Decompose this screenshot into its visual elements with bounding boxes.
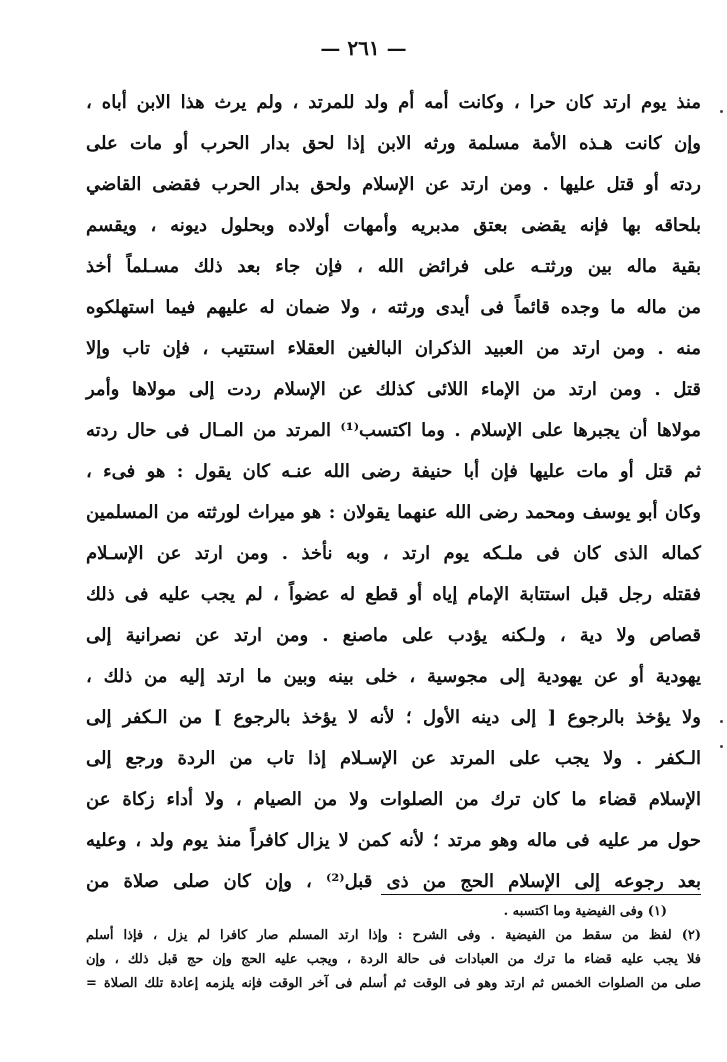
margin-mark	[720, 720, 723, 723]
text-line: بقية ماله بين ورثتـه على فرائض الله ، فإن جاء بعد ذلك مسـلماً أخذ	[86, 256, 701, 277]
text-line: حول مر عليه فى ماله وهو مرتد ؛ لأنه كمن لا يزال كافراً منذ يوم ولد ، وعليه	[86, 830, 701, 851]
footnotes	[86, 900, 701, 996]
text-line: من ماله ما وجده قائماً فى أيدى ورثته ، ولا ضمان له عليهم فيما استهلكوه	[86, 297, 701, 318]
text-line: بلحاقه بها فإنه يقضى بعتق مدبريه وأمهات أولاده وبحلول ديونه ، ويقسم	[86, 215, 701, 236]
margin-mark	[720, 110, 723, 113]
text-line: الـكفر . ولا يجب على المرتد عن الإسـلام إذا تاب من الردة ورجع إلى	[86, 748, 701, 769]
text-line: ردته أو قتل عليها . ومن ارتد عن الإسلام ولحق بدار الحرب فقضى القاضي	[86, 174, 701, 195]
text-line: منه . ومن ارتد من العبيد الذكران البالغين العقلاء استتيب ، فإن تاب وإلا	[86, 338, 701, 359]
main-text	[86, 82, 701, 902]
text-line: كماله الذى كان فى ملـكه يوم ارتد ، وبه نأخذ . ومن ارتد عن الإسـلام	[86, 543, 701, 564]
text-line: وإن كانت هـذه الأمة مسلمة ورثه الابن إذا لحق بدار الحرب أو مات على	[86, 133, 701, 154]
text-line: ولا يؤخذ بالرجوع [ إلى دينه الأول ؛ لأنه لا يؤخذ بالرجوع ] من الـكفر إلى	[86, 707, 701, 728]
text-line: منذ يوم ارتد كان حرا ، وكانت أمه أم ولد للمرتد ، ولم يرث هذا الابن أباه ،	[86, 92, 701, 113]
footnote-2-line: فلا يجب عليه قضاء ما ترك من العبادات فى حالة الردة ، ويجب عليه الحج وإن حج قبل ذلك ، وإن	[86, 952, 701, 967]
footnote-2-line: صلى من الصلوات الخمس ثم ارتد وهو فى الوقت ثم أسلم فى آخر الوقت فإنه يلزمه إعادة تلك الصلاة =	[86, 976, 701, 991]
text-line: قتل . ومن ارتد من الإماء اللائى كذلك عن الإسلام ردت إلى مولاها وأمر	[86, 379, 701, 400]
footnote-2-line: (٢) لفظ من سقط من الفيضية . وفى الشرح : وإذا ارتد المسلم صار كافرا لم يزل ، فإذا أسلم	[86, 928, 701, 943]
text-line: يهودية أو عن يهودية إلى مجوسية ، خلى بينه وبين ما ارتد إليه من ذلك ،	[86, 666, 701, 687]
margin-mark	[720, 745, 723, 748]
footnote-divider	[381, 894, 701, 895]
text-line: الإسلام قضاء ما كان ترك من الصلوات ولا من الصيام ، ولا أداء زكاة عن	[86, 789, 701, 810]
page-number: — ٢٦١ —	[320, 36, 407, 60]
text-line: ثم قتل أو مات عليها فإن أبا حنيفة رضى الله عنـه كان يقول : هو فىء ،	[86, 461, 701, 482]
footnote-1: (١) وفى الفيضية وما اكتسبه .	[503, 904, 667, 919]
text-line: قصاص ولا دية ، ولـكنه يؤدب على ماصنع . ومن ارتد عن نصرانية إلى	[86, 625, 701, 646]
text-line: بعد رجوعه إلى الإسلام الحج من ذى قبل⁽²⁾ ، وإن كان صلى صلاة من	[86, 871, 701, 892]
text-line: فقتله رجل قبل استتابة الإمام إياه أو قطع له عضواً ، لم يجب عليه فى ذلك	[86, 584, 701, 605]
text-line: وكان أبو يوسف ومحمد رضى الله عنهما يقولان : هو ميراث لورثته من المسلمين	[86, 502, 701, 523]
text-line: مولاها أن يجبرها على الإسلام . وما اكتسب⁽¹⁾ المرتد من المـال فى حال ردته	[86, 420, 701, 441]
